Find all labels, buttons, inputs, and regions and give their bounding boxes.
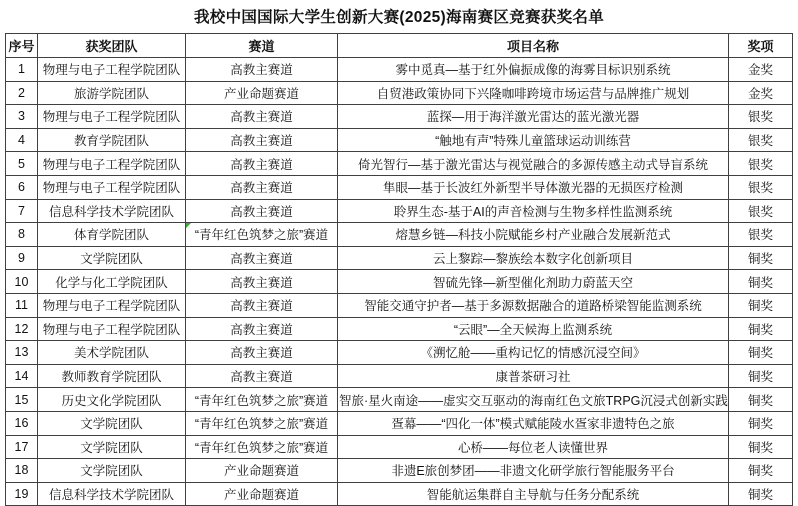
cell-team: 旅游学院团队 [38,81,186,105]
cell-track: 高教主赛道 [186,199,338,223]
cell-track: 高教主赛道 [186,246,338,270]
cell-track: 产业命题赛道 [186,482,338,506]
cell-no: 3 [6,105,38,129]
cell-track: 产业命题赛道 [186,459,338,483]
cell-no: 11 [6,293,38,317]
cell-project: 隼眼—基于长波红外新型半导体激光器的无损医疗检测 [338,175,729,199]
cell-team: 信息科学技术学院团队 [38,482,186,506]
table-row [6,317,793,341]
cell-no: 18 [6,459,38,483]
cell-project: 聆界生态-基于AI的声音检测与生物多样性监测系统 [338,199,729,223]
cell-award: 银奖 [729,199,793,223]
cell-track: 高教主赛道 [186,175,338,199]
cell-project: 雾中觅真—基于红外偏振成像的海雾目标识别系统 [338,58,729,82]
cell-team: 物理与电子工程学院团队 [38,317,186,341]
cell-award: 铜奖 [729,246,793,270]
award-table [5,33,793,506]
cell-no: 12 [6,317,38,341]
cell-track: 高教主赛道 [186,105,338,129]
table-row [6,58,793,82]
col-header-award: 奖项 [729,34,793,58]
cell-team: 历史文化学院团队 [38,388,186,412]
cell-team: 文学院团队 [38,459,186,483]
cell-no: 1 [6,58,38,82]
cell-no: 19 [6,482,38,506]
cell-team: 物理与电子工程学院团队 [38,152,186,176]
cell-project: 智旅·星火南途——虚实交互驱动的海南红色文旅TRPG沉浸式创新实践 [338,388,729,412]
table-row [6,246,793,270]
cell-team: 信息科学技术学院团队 [38,199,186,223]
cell-award: 银奖 [729,223,793,247]
cell-team: 教师教育学院团队 [38,364,186,388]
cell-team: 文学院团队 [38,411,186,435]
cell-project: “云眼”—全天候海上监测系统 [338,317,729,341]
cell-no: 17 [6,435,38,459]
cell-team: 体育学院团队 [38,223,186,247]
cell-team: 物理与电子工程学院团队 [38,293,186,317]
cell-project: 自贸港政策协同下兴隆咖啡跨境市场运营与品牌推广规划 [338,81,729,105]
cell-project: 非遗E旅创梦团——非遗文化研学旅行智能服务平台 [338,459,729,483]
table-row [6,175,793,199]
cell-team: 物理与电子工程学院团队 [38,58,186,82]
cell-award: 铜奖 [729,435,793,459]
cell-track: 高教主赛道 [186,128,338,152]
cell-team: 文学院团队 [38,435,186,459]
col-header-track: 赛道 [186,34,338,58]
cell-no: 5 [6,152,38,176]
cell-award: 银奖 [729,105,793,129]
table-header-row [6,34,793,58]
cell-project: 熔慧乡链—科技小院赋能乡村产业融合发展新范式 [338,223,729,247]
cell-project: 《溯忆舱——重构记忆的情感沉浸空间》 [338,341,729,365]
cell-track: “青年红色筑梦之旅”赛道 [186,411,338,435]
table-row [6,482,793,506]
cell-award: 铜奖 [729,293,793,317]
cell-project: 智硫先锋—新型催化剂助力蔚蓝天空 [338,270,729,294]
cell-project: 康普茶研习社 [338,364,729,388]
cell-no: 14 [6,364,38,388]
page-title: 我校中国国际大学生创新大赛(2025)海南赛区竞赛获奖名单 [193,9,604,26]
cell-project: 蓝探—用于海洋激光雷达的蓝光激光器 [338,105,729,129]
cell-track: “青年红色筑梦之旅”赛道 [186,388,338,412]
cell-track: “青年红色筑梦之旅”赛道 [186,435,338,459]
cell-track: 高教主赛道 [186,364,338,388]
cell-award: 铜奖 [729,411,793,435]
cell-project: “触地有声”特殊儿童篮球运动训练营 [338,128,729,152]
cell-award: 铜奖 [729,388,793,412]
cell-no: 7 [6,199,38,223]
table-row [6,341,793,365]
cell-award: 铜奖 [729,364,793,388]
col-header-team: 获奖团队 [38,34,186,58]
table-row [6,128,793,152]
cell-track: 产业命题赛道 [186,81,338,105]
cell-team: 美术学院团队 [38,341,186,365]
cell-no: 6 [6,175,38,199]
cell-track: 高教主赛道 [186,152,338,176]
table-row [6,411,793,435]
cell-project: 云上黎踪—黎族绘本数字化创新项目 [338,246,729,270]
cell-track: 高教主赛道 [186,341,338,365]
cell-track: 高教主赛道 [186,317,338,341]
cell-no: 16 [6,411,38,435]
cell-track: “青年红色筑梦之旅”赛道 [186,223,338,247]
table-row [6,152,793,176]
cell-no: 2 [6,81,38,105]
cell-award: 金奖 [729,58,793,82]
cell-no: 9 [6,246,38,270]
table-row [6,459,793,483]
cell-team: 化学与化工学院团队 [38,270,186,294]
cell-team: 教育学院团队 [38,128,186,152]
cell-project: 智能交通守护者—基于多源数据融合的道路桥梁智能监测系统 [338,293,729,317]
table-row [6,435,793,459]
cell-track: 高教主赛道 [186,58,338,82]
cell-team: 物理与电子工程学院团队 [38,105,186,129]
table-row [6,199,793,223]
cell-award: 银奖 [729,128,793,152]
table-row [6,388,793,412]
cell-award: 铜奖 [729,270,793,294]
cell-team: 物理与电子工程学院团队 [38,175,186,199]
cell-award: 银奖 [729,175,793,199]
cell-no: 4 [6,128,38,152]
table-row [6,223,793,247]
table-row [6,364,793,388]
cell-project: 心桥——每位老人读懂世界 [338,435,729,459]
col-header-project: 项目名称 [338,34,729,58]
table-row [6,81,793,105]
table-row [6,105,793,129]
cell-team: 文学院团队 [38,246,186,270]
table-row [6,293,793,317]
table-row [6,270,793,294]
cell-award: 银奖 [729,152,793,176]
cell-project: 疍幕——“四化一体”模式赋能陵水疍家非遗特色之旅 [338,411,729,435]
cell-award: 铜奖 [729,317,793,341]
col-header-no: 序号 [6,34,38,58]
cell-award: 金奖 [729,81,793,105]
cell-track: 高教主赛道 [186,293,338,317]
cell-no: 13 [6,341,38,365]
cell-no: 8 [6,223,38,247]
cell-project: 倚光智行—基于激光雷达与视觉融合的多源传感主动式导盲系统 [338,152,729,176]
cell-no: 15 [6,388,38,412]
cell-award: 铜奖 [729,341,793,365]
cell-flag-green-triangle [186,223,191,228]
cell-project: 智能航运集群自主导航与任务分配系统 [338,482,729,506]
table-body [6,58,793,506]
cell-no: 10 [6,270,38,294]
cell-award: 铜奖 [729,459,793,483]
cell-award: 铜奖 [729,482,793,506]
cell-track: 高教主赛道 [186,270,338,294]
